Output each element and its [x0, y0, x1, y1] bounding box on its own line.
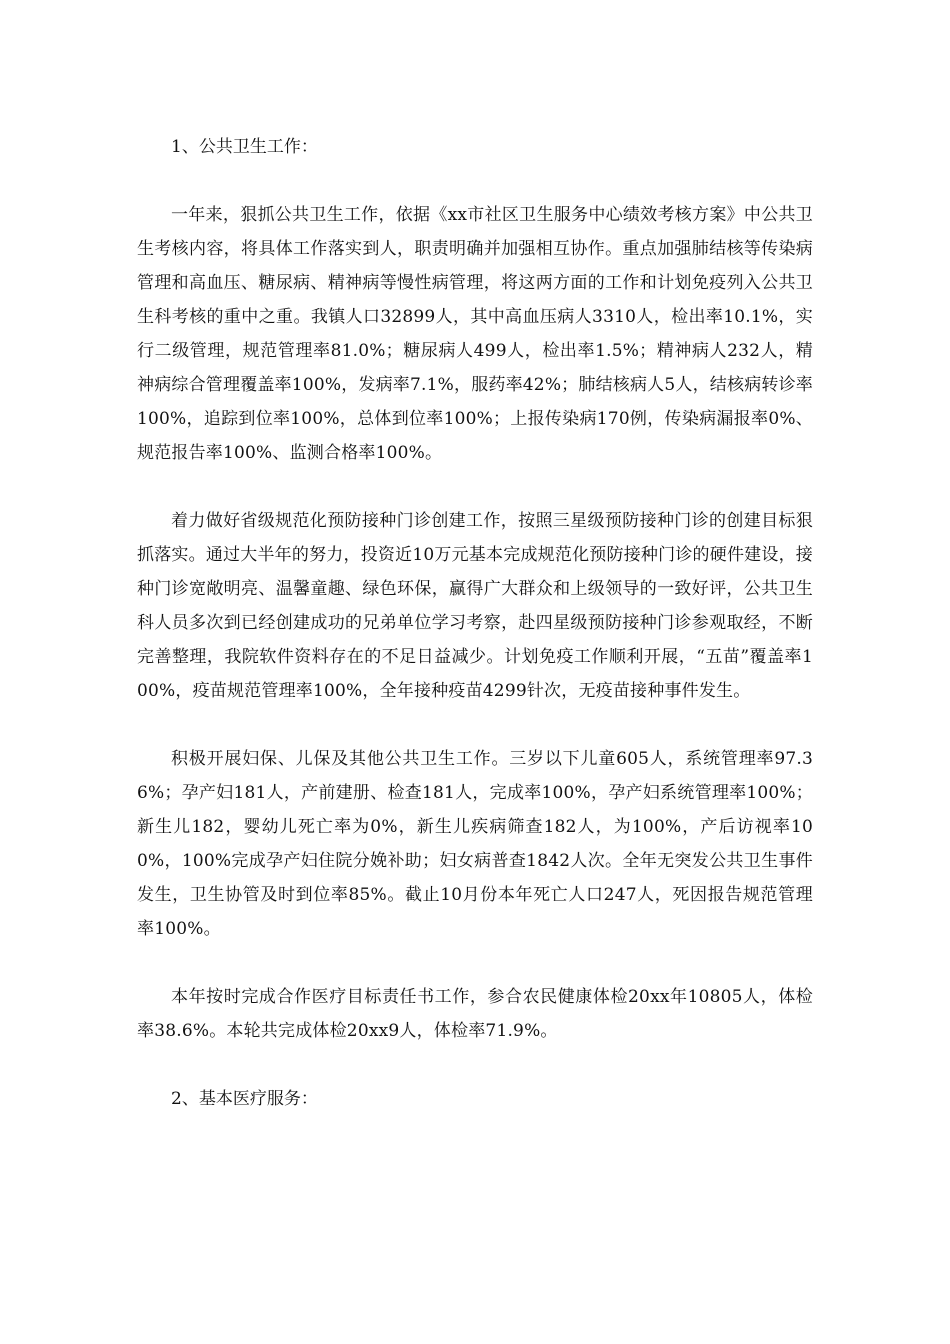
section-heading-basic-medical: 2、基本医疗服务：	[171, 1089, 318, 1109]
document-body	[137, 130, 813, 1116]
paragraph-maternal-child-health: 积极开展妇保、儿保及其他公共卫生工作。三岁以下儿童605人，系统管理率97.36%；孕产妇181人，产前建册、检查181人，完成率100%，孕产妇系统管理率100%；新生儿182，婴幼儿死亡率为0%，新生儿疾病筛查182人，为100%，产后访视率100%，100%完成孕产妇住院分娩补助；妇女病普查1842人次。全年无突发公共卫生事件发生，卫生协管及时到位率85%。截止10月份本年死亡人口247人，死因报告规范管理率100%。	[137, 749, 813, 939]
paragraph-vaccination-clinic: 着力做好省级规范化预防接种门诊创建工作，按照三星级预防接种门诊的创建目标狠抓落实。通过大半年的努力，投资近10万元基本完成规范化预防接种门诊的硬件建设，接种门诊宽敞明亮、温馨童趣、绿色环保，赢得广大群众和上级领导的一致好评，公共卫生科人员多次到已经创建成功的兄弟单位学习考察，赴四星级预防接种门诊参观取经，不断完善整理，我院软件资料存在的不足日益减少。计划免疫工作顺利开展，“五苗”覆盖率100%，疫苗规范管理率100%，全年接种疫苗4299针次，无疫苗接种事件发生。	[137, 511, 813, 701]
paragraph-gap	[137, 1048, 813, 1082]
section-heading-public-health: 1、公共卫生工作：	[171, 137, 318, 157]
paragraph-gap	[137, 946, 813, 980]
paragraph-gap	[137, 708, 813, 742]
paragraph-gap	[137, 470, 813, 504]
paragraph-public-health-summary: 一年来，狠抓公共卫生工作，依据《xx市社区卫生服务中心绩效考核方案》中公共卫生考核内容，将具体工作落实到人，职责明确并加强相互协作。重点加强肺结核等传染病管理和高血压、糖尿病、精神病等慢性病管理，将这两方面的工作和计划免疫列入公共卫生科考核的重中之重。我镇人口32899人，其中高血压病人3310人，检出率10.1%，实行二级管理，规范管理率81.0%；糖尿病人499人，检出率1.5%；精神病人232人，精神病综合管理覆盖率100%，发病率7.1%，服药率42%；肺结核病人5人，结核病转诊率100%，追踪到位率100%，总体到位率100%；上报传染病170例，传染病漏报率0%、规范报告率100%、监测合格率100%。	[137, 205, 813, 463]
paragraph-gap	[137, 164, 813, 198]
paragraph-cooperative-medical: 本年按时完成合作医疗目标责任书工作，参合农民健康体检20xx年10805人，体检率38.6%。本轮共完成体检20xx9人，体检率71.9%。	[137, 987, 813, 1041]
